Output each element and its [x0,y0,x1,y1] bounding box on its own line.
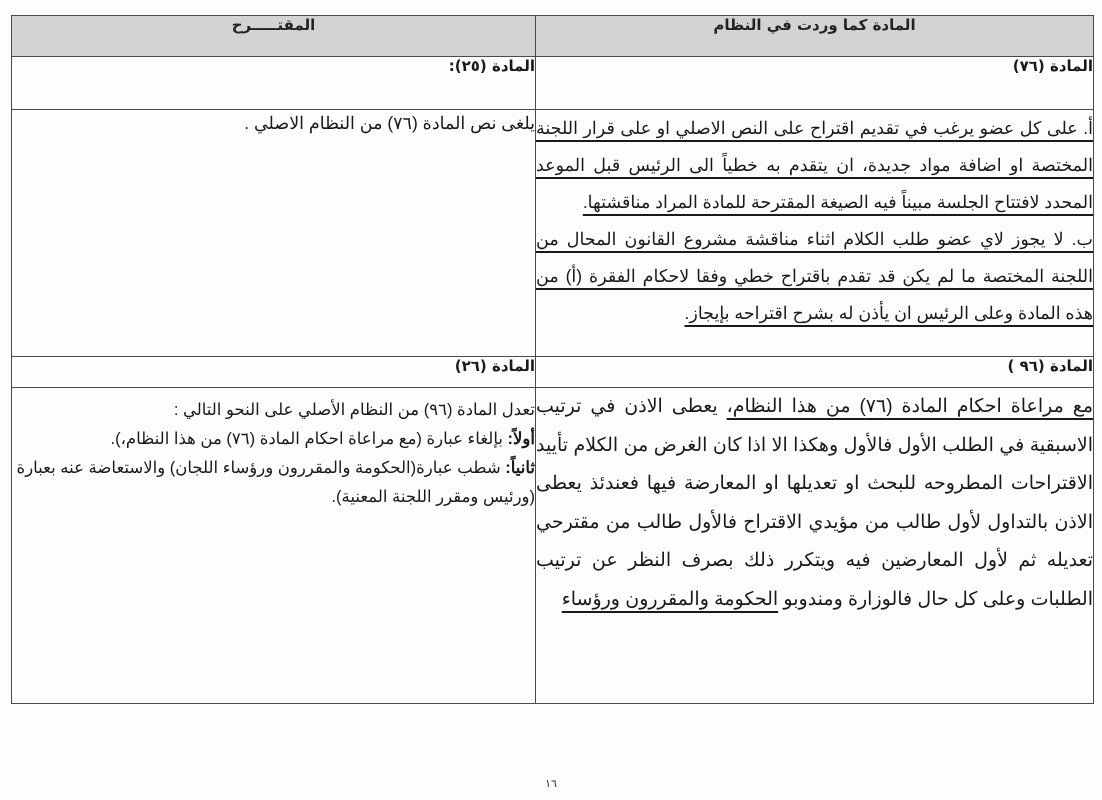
proposed-paragraph-second: ثانياً: شطب عبارة(الحكومة والمقررون ورؤساء اللجان) والاستعاضة عنه بعبارة (ورئيس ومقرر اللجنة المعنية). [16,459,535,506]
table-row [12,388,1094,704]
proposed-article-text [12,110,536,357]
proposed-article-text [12,388,536,704]
original-paragraph: مع مراعاة احكام المادة (٧٦) من هذا النظام، يعطى الاذن في ترتيب الاسبقية في الطلب الأول فالأول وهكذا الا اذا كان الغرض من الكلام تأييد الاقتراحات المطروحه للبحث او تعديلها او المعارضة فيها فعندئذ يعطى الاذن بالتداول لأول طالب من مؤيدي الاقتراح فالأول طالب من مقترحي تعديله ثم لأول المعارضين فيه ويتكرر ذلك بصرف النظر عن ترتيب الطلبات وعلى كل حال فالوزارة ومندوبو الحكومة والمقررون ورؤساء [536,396,1094,610]
table-header-row [12,16,1094,57]
table-row [12,357,1094,388]
original-clause-b: ب. لا يجوز لاي عضو طلب الكلام اثناء مناقشة مشروع القانون المحال من اللجنة المختصة ما لم يكن قد تقدم باقتراح خطي وفقا لاحكام الفقرة (أ) من هذه المادة وعلى الرئيس ان يأذن له بشرح اقتراحه بإيجاز. [536,229,1093,323]
original-article-text [536,110,1094,357]
original-article-text [536,388,1094,704]
original-article-title: المادة (٩٦ ) [536,357,1094,388]
header-original-article: المادة كما وردت في النظام [536,16,1094,57]
proposed-article-title: المادة (٢٦) [12,357,536,388]
ordinal-label: ثانياً: [505,459,535,477]
proposed-paragraph: يلغى نص المادة (٧٦) من النظام الاصلي . [244,113,535,133]
header-proposed: المقتـــــرح [12,16,536,57]
original-clause-a: أ. على كل عضو يرغب في تقديم اقتراح على النص الاصلي او على قرار اللجنة المختصة او اضافة مواد جديدة، ان يتقدم به خطياً الى الرئيس قبل الموعد المحدد لافتتاح الجلسة مبيناً فيه الصيغة المقترحة للمادة المراد مناقشتها. [536,118,1093,212]
comparison-table [11,15,1094,704]
proposed-article-title: المادة (٢٥): [12,57,536,110]
page-number: ١٦ [545,777,557,790]
proposed-paragraph-first: أولاً: بإلغاء عبارة (مع مراعاة احكام المادة (٧٦) من هذا النظام،). [110,430,535,448]
underlined-phrase: الحكومة والمقررون ورؤساء [561,588,779,610]
underlined-phrase: مع مراعاة احكام المادة (٧٦) من هذا النظام، [726,396,1094,417]
table-row [12,110,1094,357]
table-row [12,57,1094,110]
ordinal-label: أولاً: [507,430,535,448]
original-article-title: المادة (٧٦) [536,57,1094,110]
proposed-paragraph: تعدل المادة (٩٦) من النظام الأصلي على النحو التالي : [173,401,535,419]
